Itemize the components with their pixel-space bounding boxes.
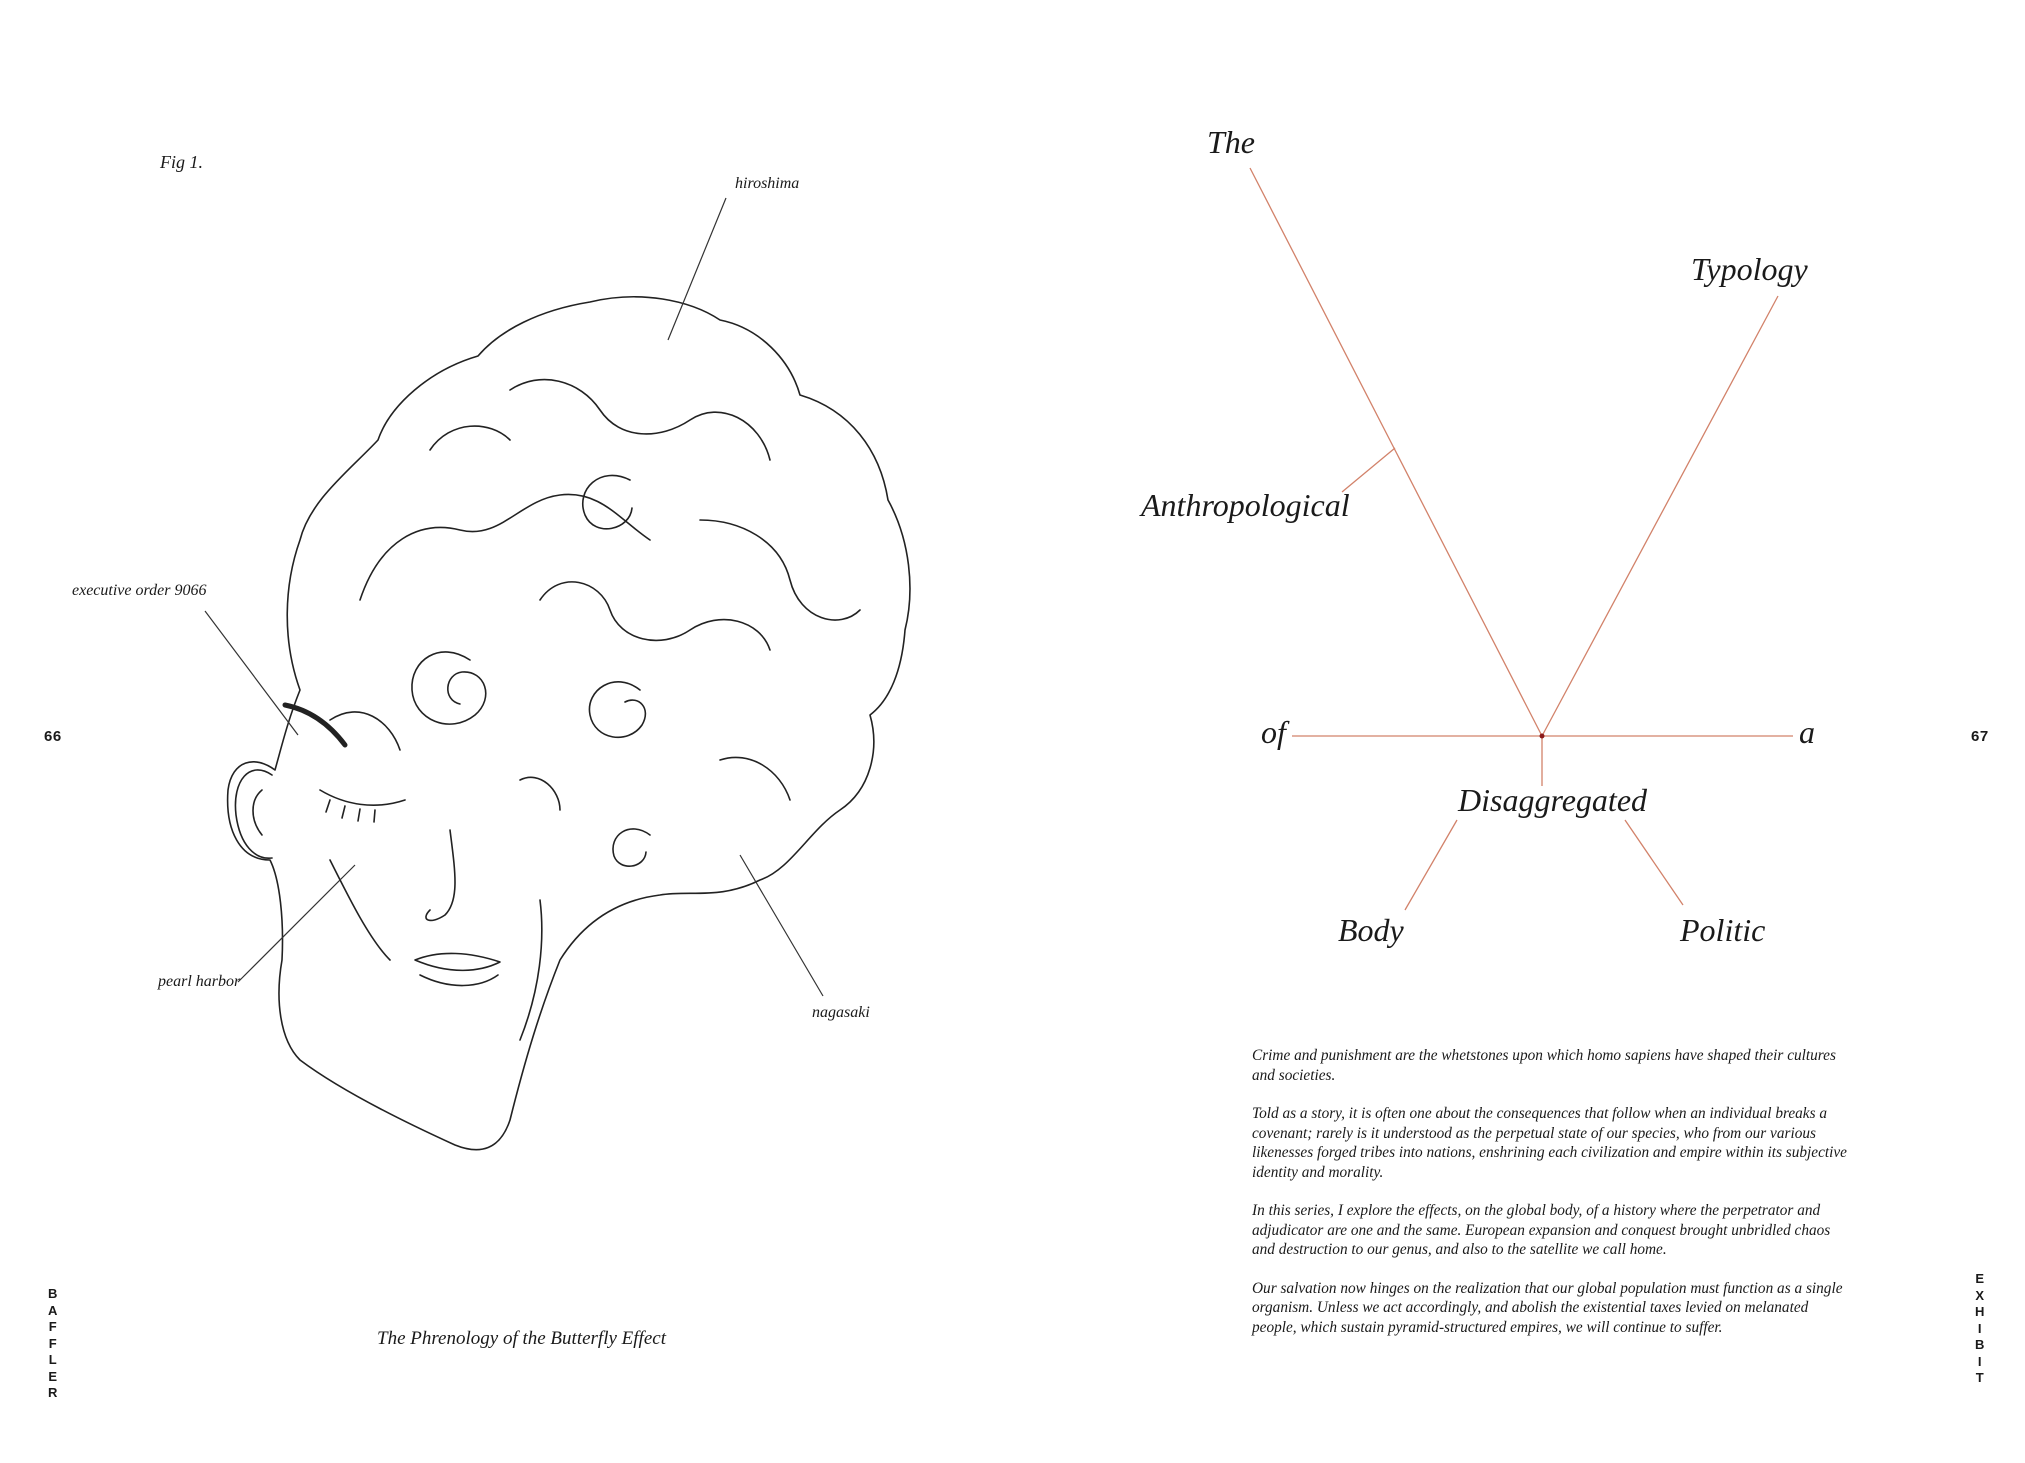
word-politic: Politic: [1680, 912, 1766, 948]
word-the: The: [1207, 124, 1255, 160]
spine-text-exhibit: E X H I B I T: [1975, 1271, 1985, 1385]
statement-paragraph: Told as a story, it is often one about the consequences that follow when an individual breaks a covenant; rarely is it understood as the perpetual state of our species, who from our various likenesses forged tribes into nations, enshrining each civilization and empire within its subjective identity and morality.: [1252, 1105, 1847, 1181]
word-of: of: [1261, 714, 1286, 750]
label-hiroshima: hiroshima: [735, 175, 800, 192]
statement-paragraph: In this series, I explore the effects, on the global body, of a history where the perpetrator and adjudicator are one and the same. European expansion and conquest brought unbridled chaos and destruction to our genus, and also to the satellite we call home.: [1252, 1202, 1831, 1258]
word-body: Body: [1338, 912, 1404, 948]
label-nagasaki: nagasaki: [812, 1004, 870, 1021]
branch-politic: [1625, 820, 1683, 905]
artist-statement: [1252, 1046, 1852, 1356]
branch-body: [1405, 820, 1457, 910]
statement-paragraph: Crime and punishment are the whetstones upon which homo sapiens have shaped their cultures and societies.: [1252, 1047, 1836, 1084]
diagram-node: [1540, 734, 1545, 739]
word-disaggregated: Disaggregated: [1458, 782, 1648, 818]
figure-caption: The Phrenology of the Butterfly Effect: [377, 1328, 666, 1349]
page-number-right: 67: [1971, 728, 1989, 745]
spine-text-baffler: B A F F L E R: [48, 1286, 58, 1400]
branch-typology: [1542, 296, 1778, 736]
branch-the: [1250, 168, 1542, 736]
word-typology: Typology: [1691, 251, 1808, 287]
word-a: a: [1799, 714, 1815, 750]
branch-anthropological: [1342, 448, 1395, 492]
label-pearl-harbor: pearl harbor: [158, 973, 241, 990]
page-number-left: 66: [44, 728, 62, 745]
word-anthropological: Anthropological: [1141, 487, 1350, 523]
label-executive-order: executive order 9066: [72, 582, 207, 599]
figure-label: Fig 1.: [160, 152, 203, 172]
statement-paragraph: Our salvation now hinges on the realization that our global population must function as a single organism. Unless we act accordingly, and abolish the existential taxes levied on melanated people, which sustain pyramid-structured empires, we will continue to suffer.: [1252, 1279, 1843, 1336]
